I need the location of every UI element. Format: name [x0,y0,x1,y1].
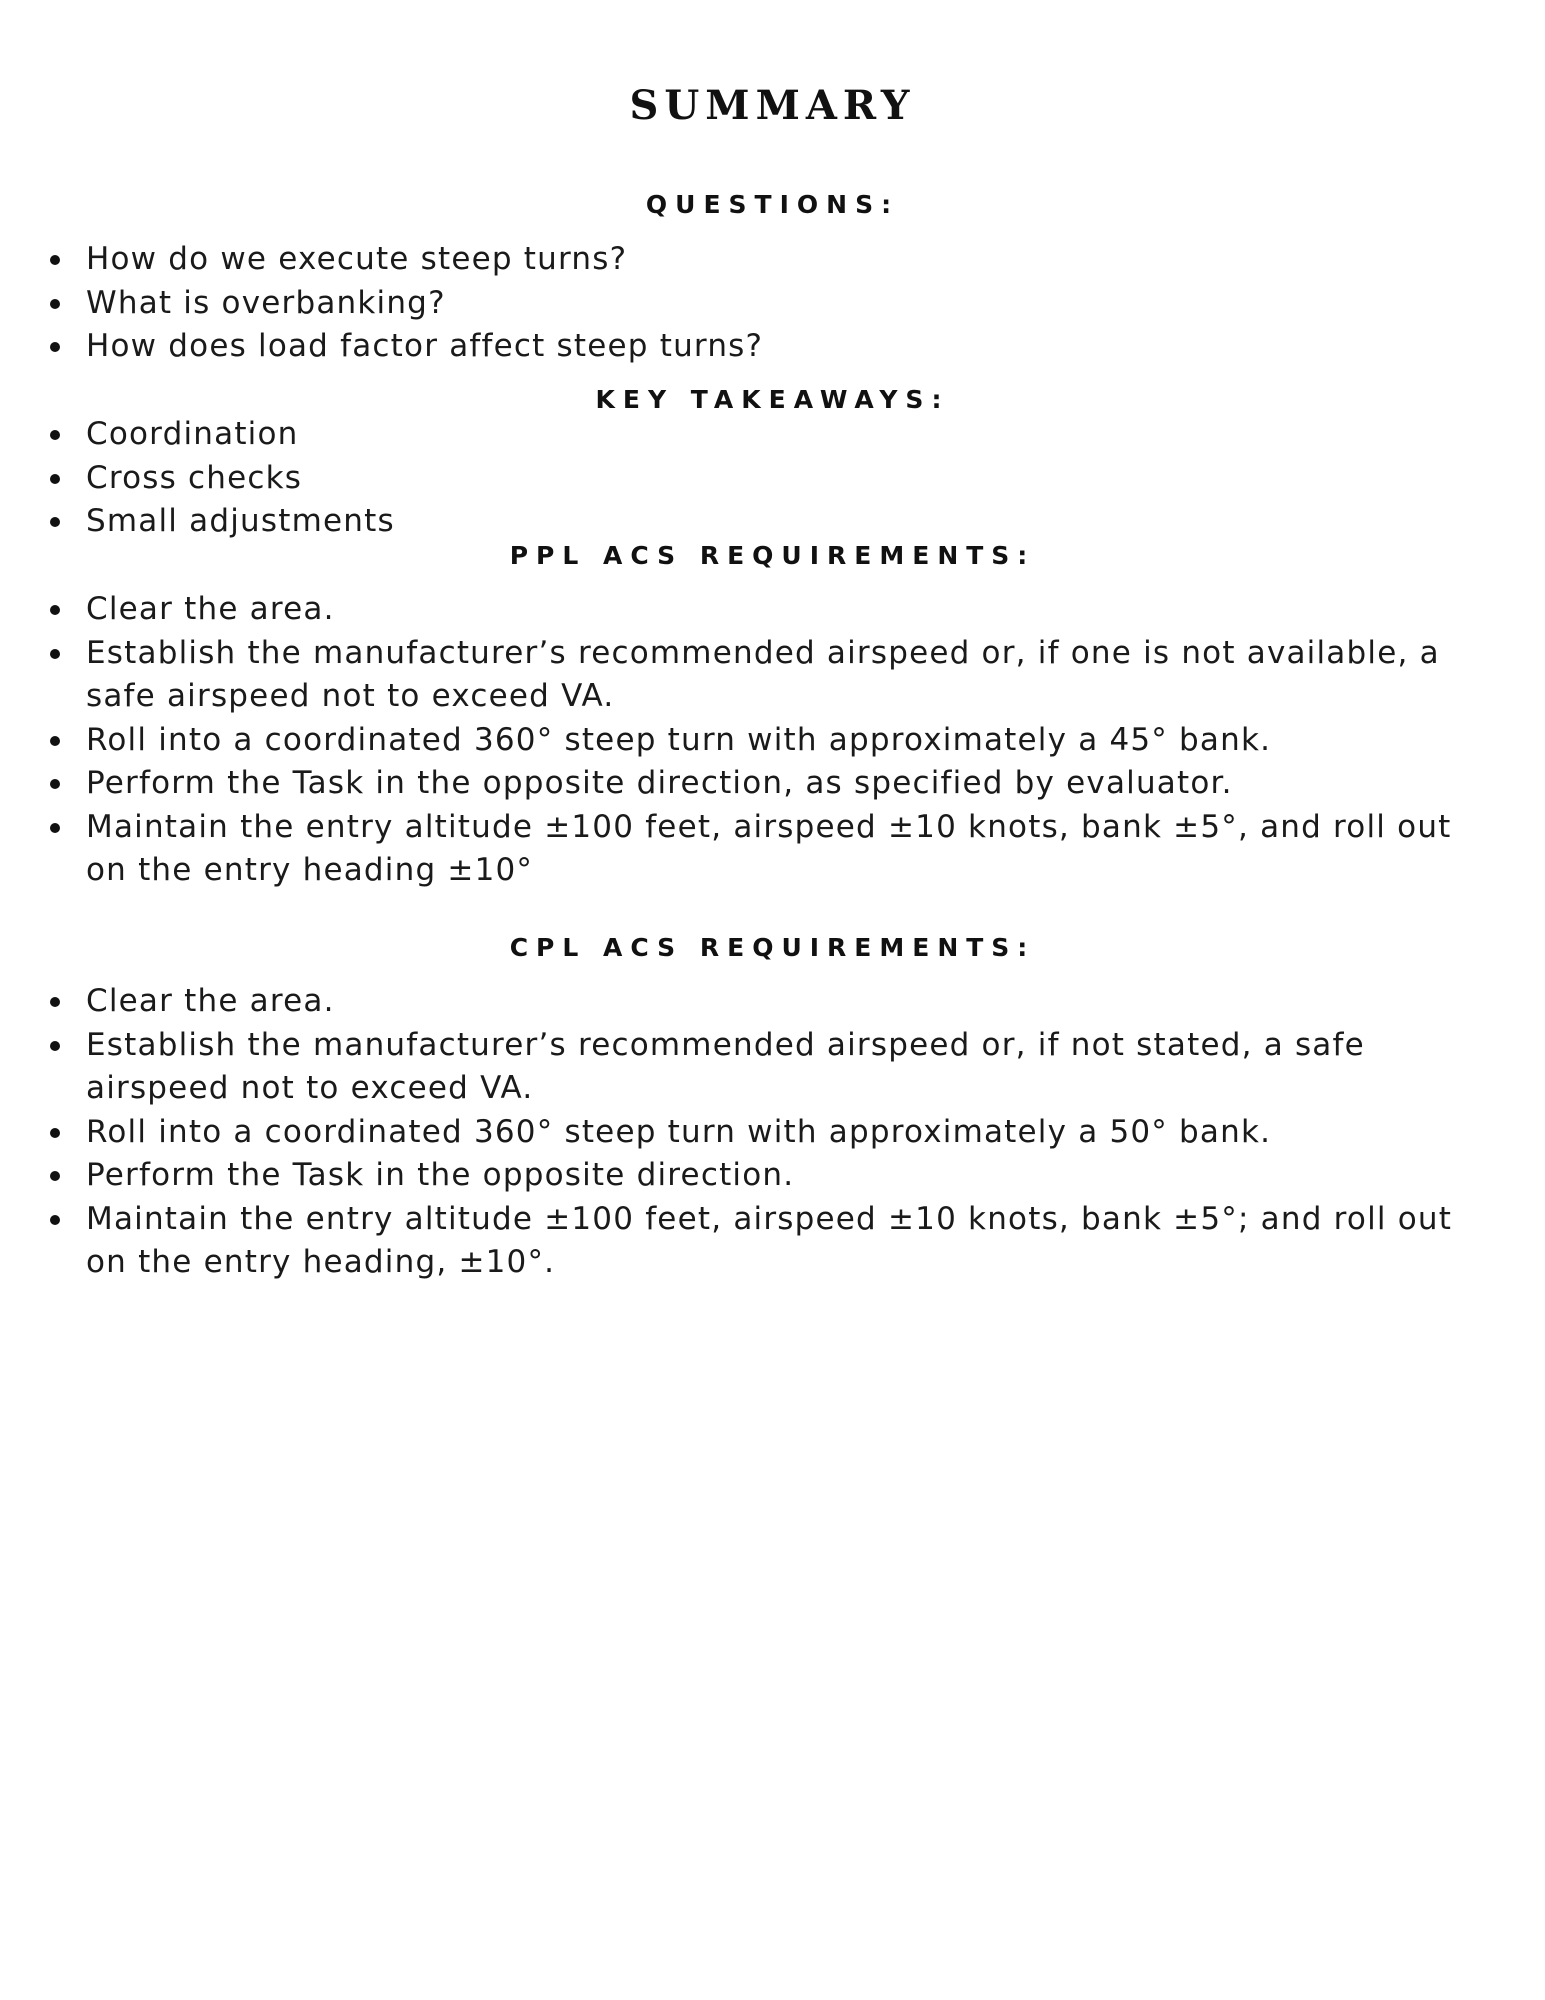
list-item-text: Cross checks [86,459,303,496]
ppl-requirements-list [0,588,1545,893]
list-item [0,282,1545,326]
list-item-text: Maintain the entry altitude ±100 feet, airspeed ±10 knots, bank ±5°; and roll out on the entry heading, ±10°. [86,1200,1453,1280]
list-item [0,325,1545,369]
list-item-text: Clear the area. [86,983,335,1019]
list-item-text: Roll into a coordinated 360° steep turn with approximately a 45° bank. [86,721,1272,758]
list-item-text: What is overbanking? [86,284,446,321]
list-item-text: Establish the manufacturer’s recommended airspeed or, if one is not available, a safe airspeed not to exceed VA. [86,634,1440,714]
bullet-icon [50,997,60,1007]
bullet-icon [50,736,60,746]
list-item-text: Clear the area. [86,591,335,627]
bullet-icon [50,1171,60,1181]
bullet-icon [50,823,60,833]
list-item [0,762,1545,806]
bullet-icon [50,299,60,309]
bullet-icon [50,649,60,659]
bullet-icon [50,779,60,789]
list-item [0,238,1545,282]
list-item-text: Roll into a coordinated 360° steep turn with approximately a 50° bank. [86,1113,1272,1150]
list-item-text: How does load factor affect steep turns? [86,328,764,364]
list-item [0,588,1545,632]
bullet-icon [50,1128,60,1138]
list-item-text: Maintain the entry altitude ±100 feet, airspeed ±10 knots, bank ±5°, and roll out on the entry heading ±10° [86,808,1452,888]
list-item-text: How do we execute steep turns? [86,241,628,277]
bullet-icon [50,605,60,615]
list-item [0,980,1545,1024]
list-item-text: Small adjustments [86,503,395,539]
list-item [0,1111,1545,1155]
bullet-icon [50,517,60,527]
list-item-text: Establish the manufacturer’s recommended airspeed or, if not stated, a safe airspeed not to exceed VA. [86,1026,1365,1106]
questions-list [0,238,1545,369]
page-title: SUMMARY [629,82,916,129]
bullet-icon [50,474,60,484]
list-item-text: Perform the Task in the opposite direction. [86,1157,795,1193]
list-item [0,413,1545,457]
bullet-icon [50,255,60,265]
bullet-icon [50,1041,60,1051]
questions-heading: QUESTIONS: [645,190,900,219]
key-takeaways-list [0,413,1545,544]
list-item [0,806,1545,893]
list-item [0,632,1545,719]
bullet-icon [50,1215,60,1225]
list-item-text: Perform the Task in the opposite direction, as specified by evaluator. [86,765,1233,801]
list-item [0,457,1545,501]
cpl-requirements-list [0,980,1545,1285]
cpl-requirements-heading: CPL ACS REQUIREMENTS: [509,933,1036,962]
key-takeaways-heading: KEY TAKEAWAYS: [595,385,950,414]
list-item [0,1198,1545,1285]
ppl-requirements-heading: PPL ACS REQUIREMENTS: [509,541,1036,570]
bullet-icon [50,430,60,440]
list-item [0,719,1545,763]
list-item [0,500,1545,544]
bullet-icon [50,342,60,352]
list-item [0,1024,1545,1111]
list-item [0,1154,1545,1198]
list-item-text: Coordination [86,416,299,452]
